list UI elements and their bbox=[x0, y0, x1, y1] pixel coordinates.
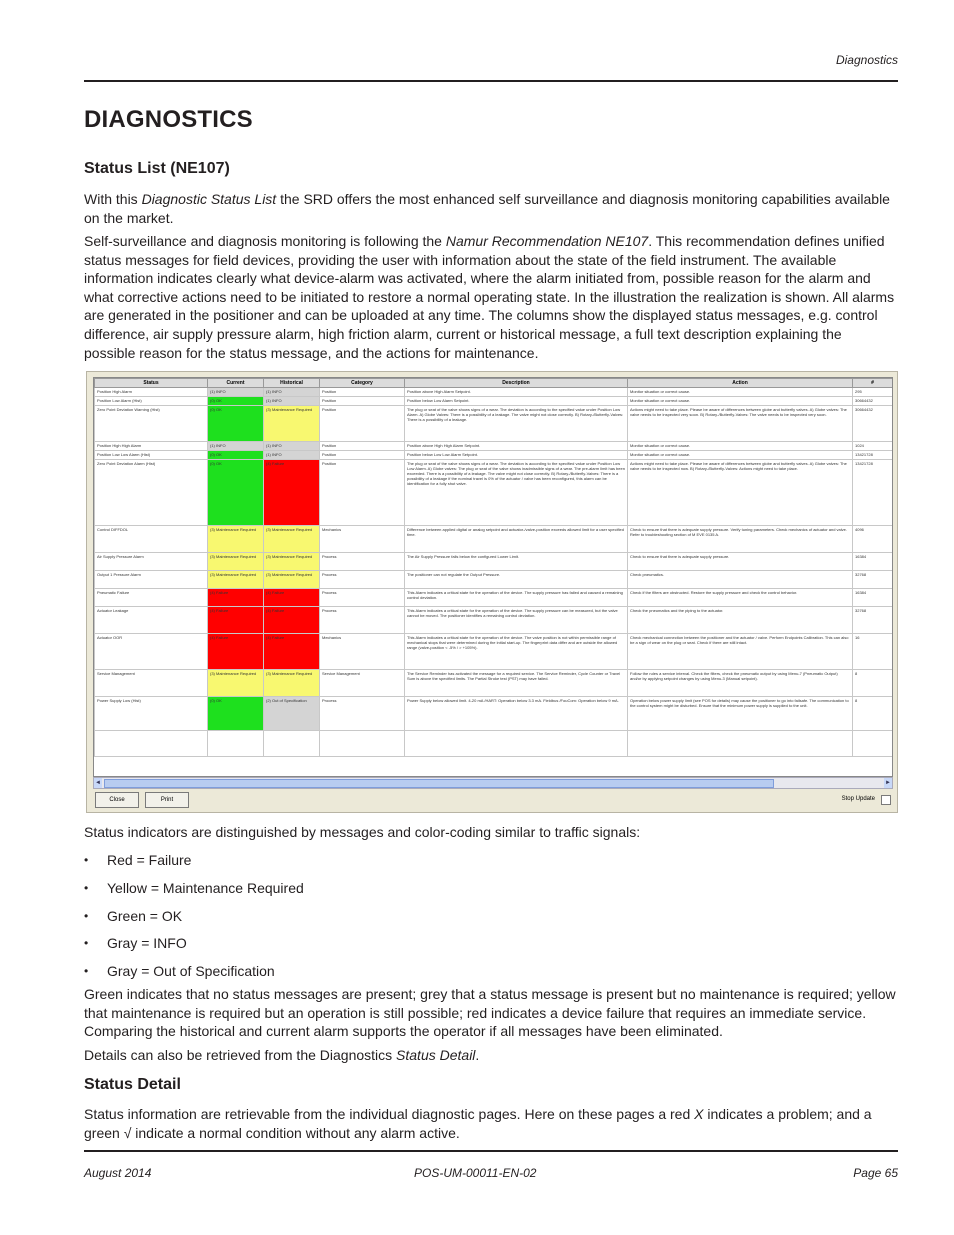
table-row[interactable] bbox=[95, 607, 893, 634]
status-cell: Zero Point Deviation Warning (Hist) bbox=[95, 406, 208, 442]
list-item: • Green = OK bbox=[84, 906, 304, 934]
number-cell: 30664432 bbox=[853, 406, 893, 442]
table-row[interactable] bbox=[95, 526, 893, 553]
current-state-cell: (0) OK bbox=[208, 460, 264, 526]
stop-update-checkbox[interactable] bbox=[881, 795, 891, 805]
column-header[interactable]: Description bbox=[405, 379, 628, 388]
historical-state-cell: (3) Maintenance Required bbox=[264, 670, 320, 697]
empty-cell bbox=[320, 731, 405, 757]
status-detail-text bbox=[84, 1105, 896, 1142]
category-cell: Position bbox=[320, 451, 405, 460]
status-table bbox=[94, 378, 893, 757]
historical-state-cell: (3) Maintenance Required bbox=[264, 553, 320, 571]
historical-state-cell: (2) Out of Specification bbox=[264, 697, 320, 731]
current-state-cell: (4) Failure bbox=[208, 589, 264, 607]
status-list-description bbox=[84, 232, 896, 362]
category-cell: Position bbox=[320, 388, 405, 397]
print-button[interactable]: Print bbox=[145, 792, 189, 808]
table-row[interactable] bbox=[95, 406, 893, 442]
action-cell: Check if the filters are obstructed. Restore the supply pressure and check the control behavior. bbox=[628, 589, 853, 607]
status-cell: Actuator OOR bbox=[95, 634, 208, 670]
category-cell: Mechanics bbox=[320, 526, 405, 553]
current-state-cell: (3) Maintenance Required bbox=[208, 526, 264, 553]
current-state-cell: (4) Failure bbox=[208, 634, 264, 670]
table-row[interactable] bbox=[95, 634, 893, 670]
historical-state-cell: (3) Maintenance Required bbox=[264, 406, 320, 442]
table-row[interactable] bbox=[95, 697, 893, 731]
indicators-explanation bbox=[84, 985, 896, 1041]
number-cell: 295 bbox=[853, 388, 893, 397]
table-row[interactable] bbox=[95, 451, 893, 460]
description-cell: Position above High High Alarm Setpoint. bbox=[405, 442, 628, 451]
description-cell: Position below Low Alarm Setpoint. bbox=[405, 397, 628, 406]
status-grid[interactable] bbox=[93, 377, 893, 777]
action-cell: Monitor situation or correct cause. bbox=[628, 388, 853, 397]
historical-state-cell: (3) Maintenance Required bbox=[264, 526, 320, 553]
emphasis-text: X bbox=[694, 1106, 704, 1122]
status-cell: Power Supply Low (Hist) bbox=[95, 697, 208, 731]
historical-state-cell: (3) Maintenance Required bbox=[264, 571, 320, 589]
action-cell: Actions might need to take place. Please be aware of differences between globe and butterfly valves. A) Globe valves: The valve needs to be inspected now. B) Rotary-/Butterfly-Valves: Actions might need to take place. bbox=[628, 460, 853, 526]
section-heading-status-list: Status List (NE107) bbox=[84, 160, 230, 177]
scroll-left-icon[interactable]: ◄ bbox=[95, 780, 101, 786]
number-cell: 32768 bbox=[853, 571, 893, 589]
number-cell: 16384 bbox=[853, 553, 893, 571]
emphasis-text: Namur Recommendation NE107 bbox=[445, 233, 649, 249]
category-cell: Position bbox=[320, 397, 405, 406]
column-header[interactable]: Status bbox=[95, 379, 208, 388]
emphasis-text: Diagnostic Status List bbox=[141, 191, 277, 207]
empty-cell bbox=[208, 731, 264, 757]
action-cell: Check pneumatics. bbox=[628, 571, 853, 589]
text-run: Green indicates that no status messages are present; grey that a status message is present but no maintenance is required; yellow that maintenance is required but an operation is still possible; red indicates a device failure that requires an immediate service. Comparing the historical and current alarm supports the operator if all messages have been eliminated. bbox=[84, 986, 896, 1040]
action-cell: Monitor situation or correct cause. bbox=[628, 397, 853, 406]
status-cell: Control DIFFDOL bbox=[95, 526, 208, 553]
category-cell: Position bbox=[320, 442, 405, 451]
action-cell: Operation below power supply limit (see POS for details) may cause the positioner to go into failsafe. The communication to the control system might be disturbed. Ensure that the minimum power supply is supplied to the unit. bbox=[628, 697, 853, 731]
description-cell: Position above High Alarm Setpoint. bbox=[405, 388, 628, 397]
action-cell: Monitor situation or correct cause. bbox=[628, 442, 853, 451]
footer-page-number: Page 65 bbox=[853, 1166, 898, 1180]
horizontal-scrollbar[interactable] bbox=[93, 777, 893, 789]
current-state-cell: (0) OK bbox=[208, 697, 264, 731]
number-cell: 8 bbox=[853, 670, 893, 697]
historical-state-cell: (4) Failure bbox=[264, 607, 320, 634]
empty-cell bbox=[95, 731, 208, 757]
table-row[interactable] bbox=[95, 553, 893, 571]
column-header[interactable]: Category bbox=[320, 379, 405, 388]
historical-state-cell: (4) Failure bbox=[264, 460, 320, 526]
current-state-cell: (1) INFO bbox=[208, 442, 264, 451]
status-cell: Position Low Low Alarm (Hist) bbox=[95, 451, 208, 460]
list-item: • Yellow = Maintenance Required bbox=[84, 878, 304, 906]
status-cell: Air Supply Pressure Alarm bbox=[95, 553, 208, 571]
number-cell: 16 bbox=[853, 634, 893, 670]
historical-state-cell: (4) Failure bbox=[264, 589, 320, 607]
category-cell: Process bbox=[320, 589, 405, 607]
footer-date: August 2014 bbox=[84, 1166, 152, 1180]
list-item: • Red = Failure bbox=[84, 850, 304, 878]
status-cell: Zero Point Deviation Alarm (Hist) bbox=[95, 460, 208, 526]
category-cell: Position bbox=[320, 460, 405, 526]
number-cell: 8 bbox=[853, 697, 893, 731]
status-cell: Output 1 Pressure Alarm bbox=[95, 571, 208, 589]
description-cell: This Alarm indicates a critical state for the operation of the device. The supply pressure can be measured, but the valve cannot be moved. The positioner identifies a remaining control deviation. bbox=[405, 607, 628, 634]
description-cell: The plug or seat of the valve shows signs of a wear. The deviation is according to the specified value under Position Low Low Alarm. A) Globe valves: The plug or seat of the valve shows inadmissible signs of a wear. The pre-alarm limit has been exceeded. There is a possibility of a leakage. The valve might not close correctly. B) Rotary-/Butterfly-Valves: There is a possibility of a leakage if the nominal travel is 0% of the actuator / valve has been reconfigured, this alarm can be identification for a fully shut valve. bbox=[405, 460, 628, 526]
table-row[interactable] bbox=[95, 460, 893, 526]
number-cell: 13421728 bbox=[853, 451, 893, 460]
action-cell: Check the pneumatics and the piping to the actuator. bbox=[628, 607, 853, 634]
current-state-cell: (4) Failure bbox=[208, 607, 264, 634]
column-header[interactable]: # bbox=[853, 379, 893, 388]
scrollbar-thumb[interactable] bbox=[104, 779, 774, 788]
status-cell: Service Management bbox=[95, 670, 208, 697]
historical-state-cell: (1) INFO bbox=[264, 388, 320, 397]
status-cell: Position High Alarm bbox=[95, 388, 208, 397]
column-header[interactable]: Action bbox=[628, 379, 853, 388]
status-detail-reference bbox=[84, 1046, 896, 1065]
description-cell: Position below Low Low Alarm Setpoint. bbox=[405, 451, 628, 460]
number-cell: 13421728 bbox=[853, 460, 893, 526]
current-state-cell: (3) Maintenance Required bbox=[208, 553, 264, 571]
footer-rule bbox=[84, 1150, 898, 1152]
table-row[interactable] bbox=[95, 388, 893, 397]
page-title: DIAGNOSTICS bbox=[84, 106, 253, 133]
table-row[interactable] bbox=[95, 571, 893, 589]
category-cell: Mechanics bbox=[320, 634, 405, 670]
current-state-cell: (0) OK bbox=[208, 406, 264, 442]
historical-state-cell: (1) INFO bbox=[264, 397, 320, 406]
status-list-intro bbox=[84, 190, 896, 227]
running-header: Diagnostics bbox=[835, 53, 898, 67]
number-cell: 4096 bbox=[853, 526, 893, 553]
description-cell: The positioner can not regulate the Output Pressure. bbox=[405, 571, 628, 589]
empty-row bbox=[95, 731, 893, 757]
category-cell: Process bbox=[320, 553, 405, 571]
action-cell: Check mechanical connection between the positioner and the actuator / valve. Perform Endpoints Calibration. This can also be a sign of wear on the plug or seat. Check if there are still intact. bbox=[628, 634, 853, 670]
emphasis-text: Status Detail bbox=[396, 1047, 476, 1063]
empty-cell bbox=[405, 731, 628, 757]
description-cell: This Alarm indicates a critical state for the operation of the device. The valve position is not within permissible range of mechanical stops that were determined during the initial start-up. The fingerprint data differ and are outside the allowed range (valve-position < -5% / > +105%). bbox=[405, 634, 628, 670]
section-heading-status-detail: Status Detail bbox=[84, 1076, 181, 1093]
description-cell: Difference between applied digital or analog setpoint and actuator-/valve-position exceeds allowed limit for a user specified time. bbox=[405, 526, 628, 553]
current-state-cell: (0) OK bbox=[208, 451, 264, 460]
status-table-body bbox=[95, 388, 893, 757]
number-cell: 30664432 bbox=[853, 397, 893, 406]
status-cell: Position High High Alarm bbox=[95, 442, 208, 451]
footer-doc-id: POS-UM-00011-EN-02 bbox=[414, 1166, 537, 1180]
close-button[interactable]: Close bbox=[95, 792, 139, 808]
status-table-header bbox=[95, 379, 893, 388]
table-row[interactable] bbox=[95, 670, 893, 697]
scroll-right-icon[interactable]: ► bbox=[885, 780, 891, 786]
category-cell: Position bbox=[320, 406, 405, 442]
number-cell: 1024 bbox=[853, 442, 893, 451]
description-cell: The Air Supply Pressure falls below the configured Lower Limit. bbox=[405, 553, 628, 571]
text-run: . This recommendation defines unified status messages for field devices, providing the user with information about the state of the field instrument. The available information indicates clearly what device-alarm was activated, where the alarm initiated from, possible reason for the alarm and what corrective actions need to be initiated to restore a normal operating state. In the illustration the realization is shown. All alarms are generated in the positioner and can be uploaded at any time. The columns show the displayed status messages, e.g. control difference, air supply pressure alarm, high friction alarm, current or historical message, a full text description explaining the possible reason for the status message, and the actions for maintenance. bbox=[84, 233, 895, 361]
action-cell: Follow the rules a service interval. Check the filters, check the pneumatic output by using Menu-7 (Pneumatic Output) and/or by applying setpoint changes by using Menu-3 (Manual setpoint). bbox=[628, 670, 853, 697]
header-rule bbox=[84, 80, 898, 82]
text-run: Status information are retrievable from the individual diagnostic pages. Here on these pages a red bbox=[84, 1106, 695, 1122]
action-cell: Actions might need to take place. Please be aware of differences between globe and butterfly valves. A) Globe valves: The valve needs to be inspected very soon. B) Rotary-/Butterfly-Valves: The valve needs to be inspected very soon. bbox=[628, 406, 853, 442]
current-state-cell: (3) Maintenance Required bbox=[208, 670, 264, 697]
description-cell: Power Supply below allowed limit. 4-20 mA /HART: Operation below 3.3 mA. Fieldbus /FouCom: Operation below 9 mA. bbox=[405, 697, 628, 731]
status-cell: Actuator Leakage bbox=[95, 607, 208, 634]
category-cell: Process bbox=[320, 607, 405, 634]
column-header[interactable]: Historical bbox=[264, 379, 320, 388]
number-cell: 16384 bbox=[853, 589, 893, 607]
text-run: Self-surveillance and diagnosis monitoring is following the bbox=[84, 233, 446, 249]
historical-state-cell: (4) Failure bbox=[264, 634, 320, 670]
empty-cell bbox=[264, 731, 320, 757]
number-cell: 32768 bbox=[853, 607, 893, 634]
action-cell: Check to ensure that there is adequate supply pressure. Verify tuning parameters. Check mechanics of actuator and valve. Refer to troubleshooting section of M EVE 0135 A. bbox=[628, 526, 853, 553]
text-run: With this bbox=[84, 191, 142, 207]
text-run: the SRD offers the most enhanced self surveillance and diagnosis monitoring capabilities available on the market. bbox=[84, 191, 890, 226]
text-run: . bbox=[475, 1047, 480, 1063]
action-cell: Check to ensure that there is adequate supply pressure. bbox=[628, 553, 853, 571]
list-item: • Gray = Out of Specification bbox=[84, 961, 304, 989]
description-cell: The plug or seat of the valve shows signs of a wear. The deviation is according to the specified value under Position Low Alarm. A) Globe Valves: There is a possibility of a leakage. The valve might not close correctly. B) Rotary-/Butterfly-Valves: There is a possibility of a leakage. bbox=[405, 406, 628, 442]
current-state-cell: (0) OK bbox=[208, 397, 264, 406]
action-cell: Monitor situation or correct cause. bbox=[628, 451, 853, 460]
text-run: indicates a problem; and a green √ indicate a normal condition without any alarm active. bbox=[84, 1106, 872, 1141]
column-header[interactable]: Current bbox=[208, 379, 264, 388]
table-row[interactable] bbox=[95, 589, 893, 607]
category-cell: Process bbox=[320, 697, 405, 731]
category-cell: Process bbox=[320, 571, 405, 589]
historical-state-cell: (1) INFO bbox=[264, 442, 320, 451]
description-cell: The Service Reminder has activated the message for a required service. The Service Reminder, Cycle Counter or Travel Sum is above the specified limits. The Partial Stroke test (PST) may have failed. bbox=[405, 670, 628, 697]
stop-update-label: Stop Update bbox=[841, 796, 875, 802]
empty-cell bbox=[853, 731, 893, 757]
historical-state-cell: (1) INFO bbox=[264, 451, 320, 460]
text-run: Details can also be retrieved from the Diagnostics bbox=[84, 1047, 397, 1063]
status-list-screenshot bbox=[86, 371, 898, 813]
current-state-cell: (3) Maintenance Required bbox=[208, 571, 264, 589]
status-cell: Pneumatic Failure bbox=[95, 589, 208, 607]
table-row[interactable] bbox=[95, 397, 893, 406]
indicator-list bbox=[84, 850, 304, 989]
status-cell: Position Low Alarm (Hist) bbox=[95, 397, 208, 406]
list-item: • Gray = INFO bbox=[84, 933, 304, 961]
indicators-intro: Status indicators are distinguished by messages and color-coding similar to traffic signals: bbox=[84, 824, 641, 840]
table-row[interactable] bbox=[95, 442, 893, 451]
description-cell: This Alarm indicates a critical state for the operation of the device. The supply pressure has failed and caused a remaining control deviation. bbox=[405, 589, 628, 607]
category-cell: Service Management bbox=[320, 670, 405, 697]
empty-cell bbox=[628, 731, 853, 757]
current-state-cell: (1) INFO bbox=[208, 388, 264, 397]
